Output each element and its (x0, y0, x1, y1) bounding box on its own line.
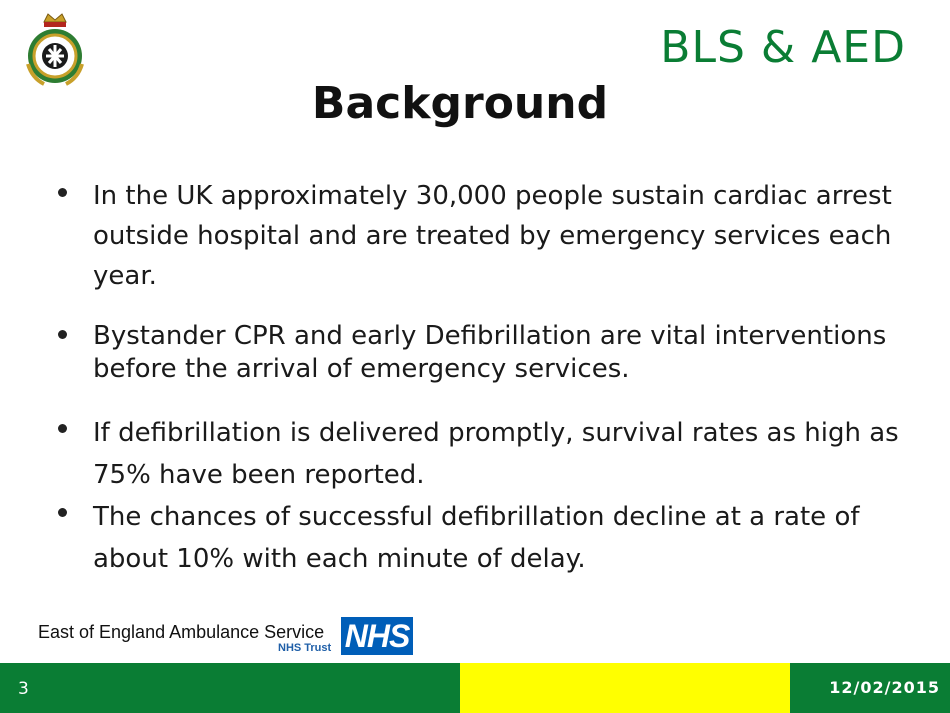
bullet-item (58, 412, 908, 496)
bullet-item (58, 320, 908, 386)
slide-title: Background (311, 78, 609, 129)
bullet-dot-icon (58, 424, 67, 433)
brand-title: BLS & AED (660, 22, 906, 73)
bullet-text: If defibrillation is delivered promptly, survival rates as high as 75% have been reported. (93, 418, 899, 490)
ambulance-service-crest-icon (22, 12, 88, 88)
bullet-item (58, 176, 908, 296)
organisation-name: East of England Ambulance Service (38, 622, 325, 642)
nhs-logo: NHS (341, 617, 413, 655)
bullet-list (58, 176, 908, 580)
bullet-text: In the UK approximately 30,000 people sustain cardiac arrest outside hospital and are treated by emergency services each year. (93, 181, 892, 291)
bullet-dot-icon (58, 188, 67, 197)
bullet-item (58, 496, 908, 580)
bullet-text: Bystander CPR and early Defibrillation are vital interventions before the arrival of emergency services. (93, 321, 887, 384)
slide-date: 12/02/2015 (829, 678, 940, 697)
bullet-dot-icon (58, 330, 67, 339)
bullet-text: The chances of successful defibrillation decline at a rate of about 10% with each minute of delay. (93, 502, 860, 574)
organisation-trust: NHS Trust (278, 642, 332, 654)
bullet-dot-icon (58, 508, 67, 517)
footer-green-left (0, 663, 460, 713)
page-number: 3 (18, 679, 29, 699)
footer-yellow-band (460, 663, 790, 713)
footer-bar (0, 663, 950, 713)
